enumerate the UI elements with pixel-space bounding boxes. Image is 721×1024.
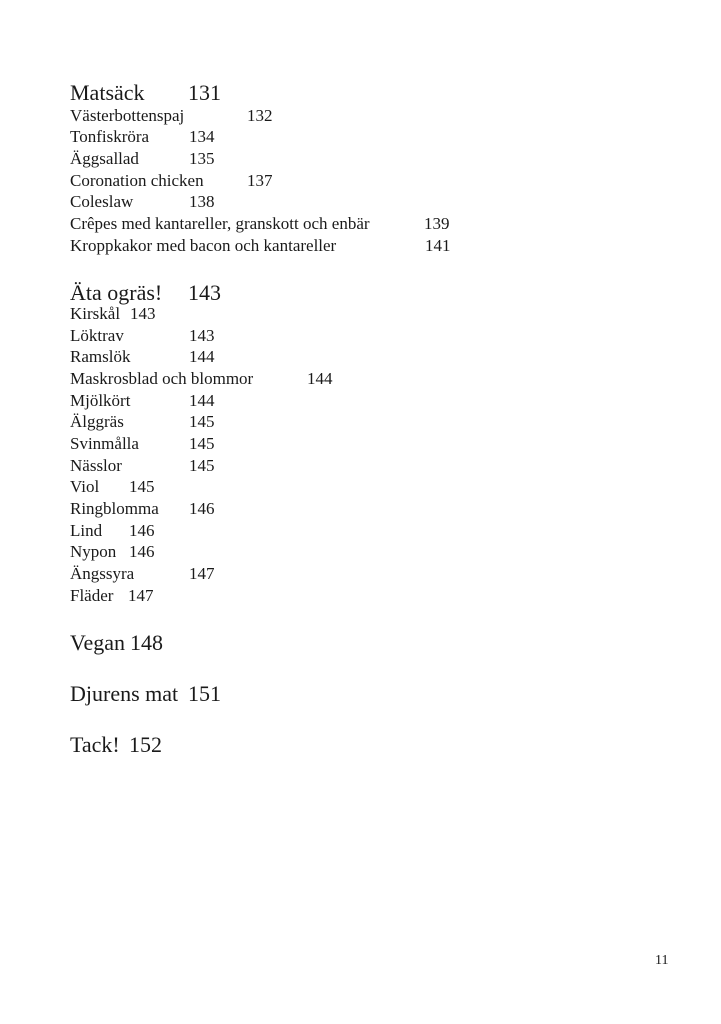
section-page: 143: [188, 280, 221, 305]
entry-label: Tonfiskröra: [70, 127, 150, 146]
entry-label: Crêpes med kantareller, granskott och enbär: [70, 214, 370, 233]
page-number: 11: [655, 953, 669, 968]
entry-label: Nässlor: [70, 456, 122, 475]
entry-page: 144: [307, 369, 333, 388]
entry-page: 137: [247, 171, 273, 190]
entry-page: 138: [189, 192, 215, 211]
entry-label: Ramslök: [70, 347, 131, 366]
entry-page: 144: [189, 347, 215, 366]
entry-page: 143: [189, 326, 215, 345]
entry-page: 147: [128, 586, 154, 605]
section-title: Matsäck: [70, 80, 145, 105]
section-title: Äta ogräs!: [70, 280, 163, 305]
entry-label: Västerbottenspaj: [70, 106, 185, 125]
entry-label: Äggsallad: [70, 149, 139, 168]
entry-page: 145: [189, 412, 215, 431]
entry-label: Ringblomma: [70, 499, 159, 518]
entry-label: Ängssyra: [70, 564, 135, 583]
section-page: 148: [130, 630, 163, 655]
entry-label: Svinmålla: [70, 434, 139, 453]
entry-page: 135: [189, 149, 215, 168]
entry-page: 146: [189, 499, 215, 518]
section-page: 152: [129, 732, 162, 757]
entry-page: 139: [424, 214, 450, 233]
entry-label: Viol: [70, 477, 100, 496]
section-title: Tack!: [70, 732, 120, 757]
entry-page: 147: [189, 564, 215, 583]
section-title: Djurens mat: [70, 681, 179, 706]
entry-page: 132: [247, 106, 273, 125]
entry-label: Coleslaw: [70, 192, 134, 211]
entry-label: Fläder: [70, 586, 114, 605]
entry-page: 145: [189, 456, 215, 475]
entry-page: 134: [189, 127, 215, 146]
entry-label: Älggräs: [70, 412, 124, 431]
entry-label: Mjölkört: [70, 391, 131, 410]
entry-label: Lind: [70, 521, 103, 540]
entry-page: 145: [189, 434, 215, 453]
entry-label: Coronation chicken: [70, 171, 204, 190]
entry-label: Nypon: [70, 542, 117, 561]
entry-page: 143: [130, 304, 156, 323]
entry-label: Maskrosblad och blommor: [70, 369, 254, 388]
entry-page: 146: [129, 542, 155, 561]
entry-page: 144: [189, 391, 215, 410]
entry-label: Kroppkakor med bacon och kantareller: [70, 236, 337, 255]
entry-label: Löktrav: [70, 326, 124, 345]
entry-page: 146: [129, 521, 155, 540]
section-title: Vegan: [70, 630, 125, 655]
section-page: 131: [188, 80, 221, 105]
entry-page: 141: [425, 236, 451, 255]
section-page: 151: [188, 681, 221, 706]
entry-page: 145: [129, 477, 155, 496]
entry-label: Kirskål: [70, 304, 121, 323]
